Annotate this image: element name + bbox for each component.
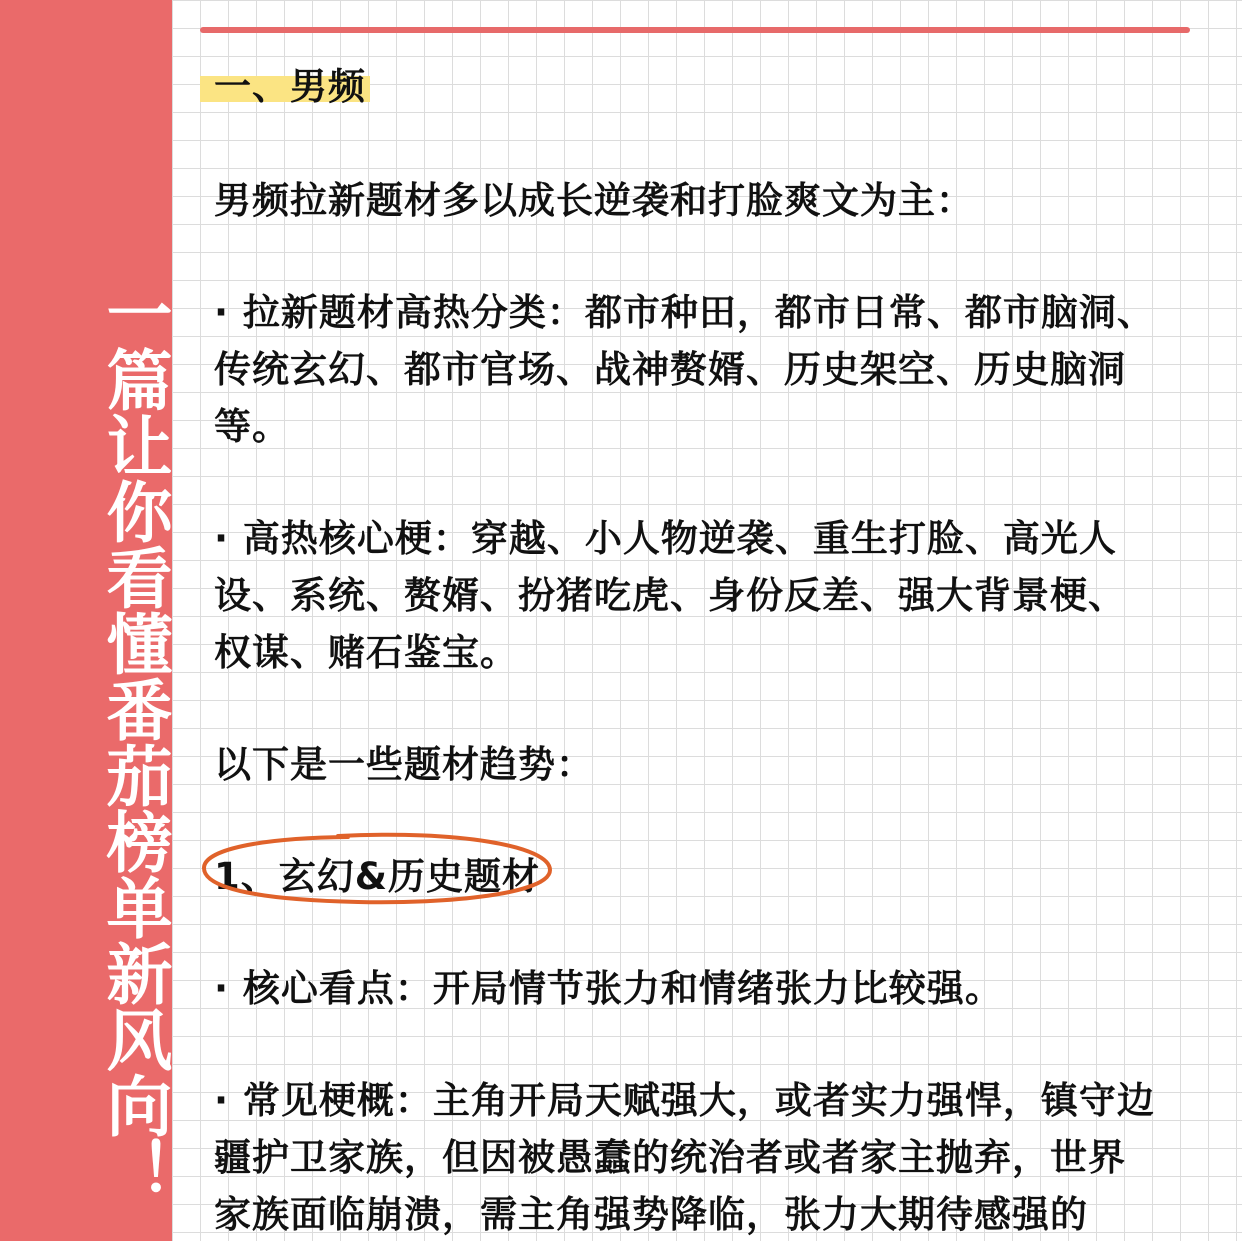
categories-line-3: 等。	[214, 405, 290, 448]
sidebar-title: 一篇让你看懂番茄榜单新风向！	[95, 280, 172, 1204]
categories-line-1: · 拉新题材高热分类：都市种田，都市日常、都市脑洞、	[214, 291, 1155, 334]
section-heading: 一、男频	[214, 65, 366, 108]
sidebar-banner	[0, 0, 172, 1241]
intro-paragraph: 男频拉新题材多以成长逆袭和打脸爽文为主：	[214, 179, 974, 222]
common-tropes-line-1: · 常见梗概：主角开局天赋强大，或者实力强悍，镇守边	[214, 1079, 1155, 1122]
top-accent-line	[200, 27, 1190, 33]
core-tropes-line-2: 设、系统、赘婿、扮猪吃虎、身份反差、强大背景梗、	[214, 574, 1126, 617]
categories-line-2: 传统玄幻、都市官场、战神赘婿、历史架空、历史脑洞	[214, 348, 1126, 391]
core-tropes-line-1: · 高热核心梗：穿越、小人物逆袭、重生打脸、高光人	[214, 517, 1117, 560]
highlights-line: · 核心看点：开局情节张力和情绪张力比较强。	[214, 967, 1003, 1010]
core-tropes-line-3: 权谋、赌石鉴宝。	[214, 631, 518, 674]
subheading: 1、玄幻&历史题材	[214, 855, 541, 898]
common-tropes-line-3: 家族面临崩溃，需主角强势降临，张力大期待感强的	[214, 1193, 1088, 1236]
trends-intro: 以下是一些题材趋势：	[214, 743, 594, 786]
common-tropes-line-2: 疆护卫家族，但因被愚蠢的统治者或者家主抛弃，世界	[214, 1136, 1126, 1179]
subheading-circle-annotation	[198, 828, 558, 908]
